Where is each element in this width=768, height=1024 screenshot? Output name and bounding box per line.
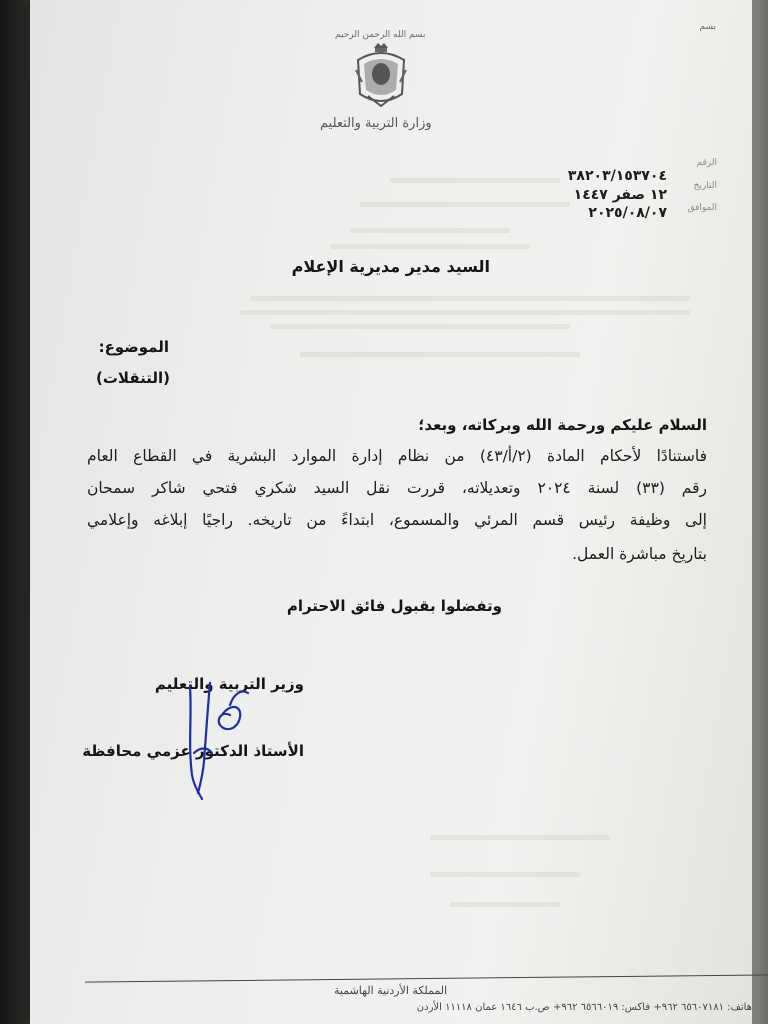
date-label: التاريخ xyxy=(693,181,717,191)
basmala: بسم الله الرحمن الرحيم xyxy=(335,30,426,40)
signatory-title: وزير التربية والتعليم xyxy=(154,675,304,693)
footer-contact: هاتف: ٦٥٦٠٧١٨١ ٩٦٢+ فاكس: ٦٥٦٦٠١٩ ٩٦٢+ ص.ب ١٦٤٦ عمان ١١١١٨ الأردن xyxy=(416,1002,752,1013)
top-mark: بسم xyxy=(699,22,716,32)
handwritten-signature xyxy=(170,675,260,805)
addressee: السيد مدير مديرية الإعلام xyxy=(291,257,490,276)
body-line: رقم (٣٣) لسنة ٢٠٢٤ وتعديلاته، قررت نقل السيد شكري فتحي شاكر سمحان xyxy=(87,479,707,497)
body-line: إلى وظيفة رئيس قسم المرئي والمسموع، ابتداءً من تاريخه. راجيًا إبلاغه وإعلامي xyxy=(87,511,707,529)
coat-of-arms-emblem xyxy=(352,42,410,112)
reference-number: ٣٨٢٠٣/١٥٣٧٠٤ xyxy=(567,168,667,184)
number-label: الرقم xyxy=(696,158,717,168)
subject-label: الموضوع: xyxy=(98,338,169,356)
hijri-date: ١٢ صفر ١٤٤٧ xyxy=(573,187,667,203)
footer-divider xyxy=(85,974,768,982)
body-line: بتاريخ مباشرة العمل. xyxy=(572,545,707,563)
gregorian-date: ٢٠٢٥/٠٨/٠٧ xyxy=(588,205,667,221)
greeting: السلام عليكم ورحمة الله وبركاته، وبعد؛ xyxy=(418,416,707,434)
equivalent-label: الموافق xyxy=(687,203,717,213)
closing: وتفضلوا بقبول فائق الاحترام xyxy=(286,597,502,615)
letter-page xyxy=(30,0,752,1024)
signatory-name: الأستاذ الدكتور عزمي محافظة xyxy=(82,742,304,760)
subject-value: (التنقلات) xyxy=(96,369,170,387)
footer-country: المملكة الأردنية الهاشمية xyxy=(334,984,448,997)
ministry-name: وزارة التربية والتعليم xyxy=(320,116,432,131)
body-line: فاستنادًا لأحكام المادة (٢/أ/٤٣) من نظام إدارة الموارد البشرية في القطاع العام xyxy=(87,447,707,465)
